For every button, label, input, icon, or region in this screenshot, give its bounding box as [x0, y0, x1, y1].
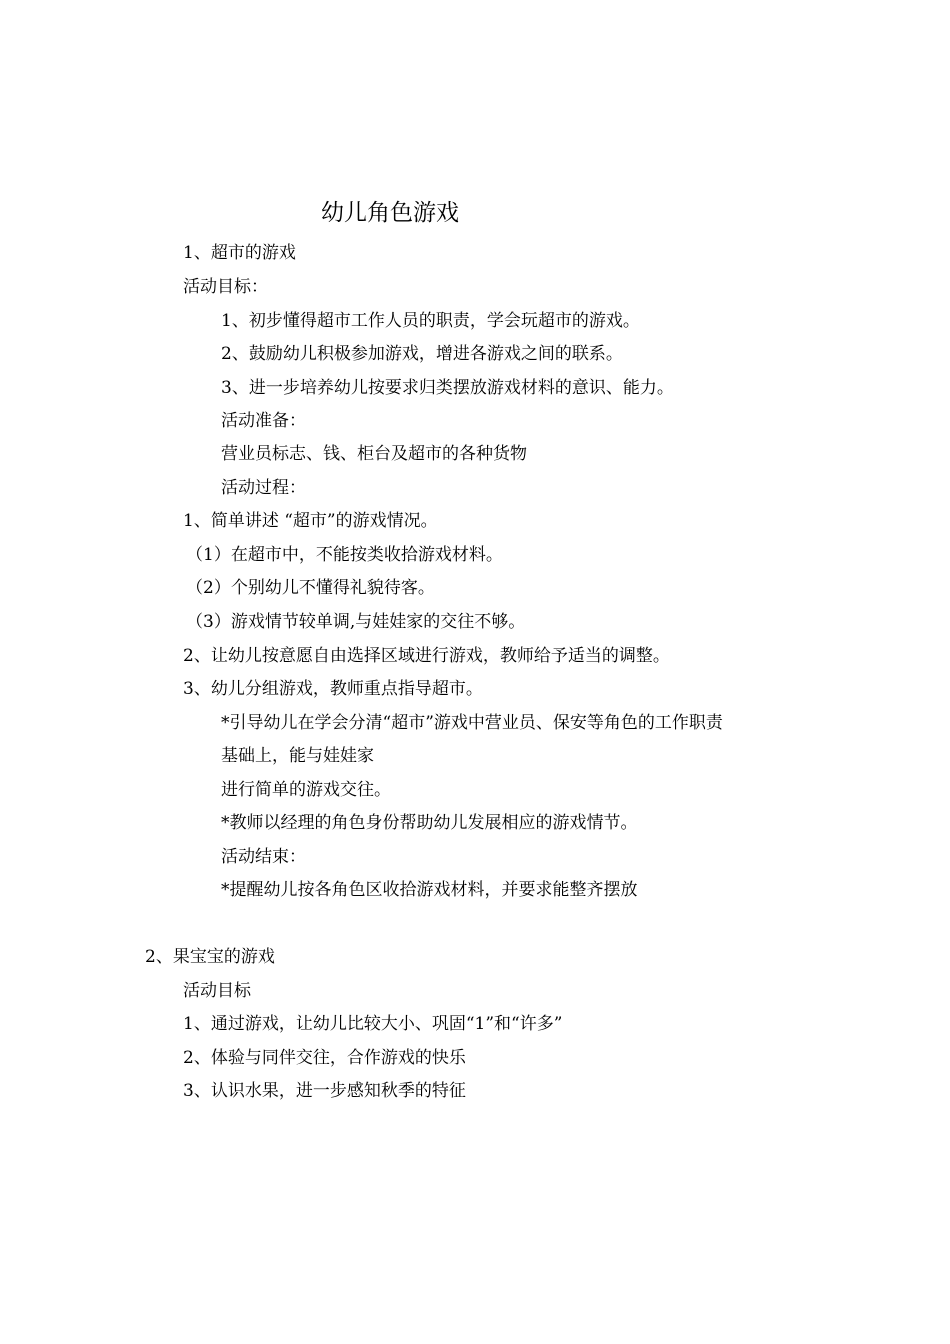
section2-goal-item: 2、体验与同伴交往，合作游戏的快乐	[183, 1048, 466, 1068]
section2-heading: 2、果宝宝的游戏	[145, 947, 275, 967]
process-step-1: 1、简单讲述 “超市”的游戏情况。	[183, 511, 438, 531]
section1-process-label: 活动过程：	[221, 478, 306, 498]
document-title: 幼儿角色游戏	[321, 200, 459, 226]
section1-end-label: 活动结束：	[221, 847, 306, 867]
process-step-1-item: （3）游戏情节较单调,与娃娃家的交往不够。	[186, 612, 526, 632]
guide-line: *引导幼儿在学会分清“超市”游戏中营业员、保安等角色的工作职责	[221, 713, 723, 733]
section1-goal-item: 1、初步懂得超市工作人员的职责，学会玩超市的游戏。	[221, 311, 640, 331]
section1-prep-label: 活动准备：	[221, 411, 306, 431]
section2-goal-label: 活动目标	[183, 981, 251, 1001]
section1-goal-item: 3、进一步培养幼儿按要求归类摆放游戏材料的意识、能力。	[221, 378, 674, 398]
section2-goal-item: 1、通过游戏，让幼儿比较大小、巩固“1”和“许多”	[183, 1014, 563, 1034]
guide-line: 基础上，能与娃娃家	[221, 746, 374, 766]
process-step-2: 2、让幼儿按意愿自由选择区域进行游戏，教师给予适当的调整。	[183, 646, 670, 666]
section2-goal-item: 3、认识水果，进一步感知秋季的特征	[183, 1081, 466, 1101]
section1-prep-text: 营业员标志、钱、柜台及超市的各种货物	[221, 444, 527, 464]
section1-goal-item: 2、鼓励幼儿积极参加游戏，增进各游戏之间的联系。	[221, 344, 623, 364]
guide-line: 进行简单的游戏交往。	[221, 780, 391, 800]
process-step-1-item: （1）在超市中，不能按类收拾游戏材料。	[186, 545, 503, 565]
section1-end-text: *提醒幼儿按各角色区收拾游戏材料，并要求能整齐摆放	[221, 880, 638, 900]
process-step-1-item: （2）个别幼儿不懂得礼貌待客。	[186, 578, 435, 598]
process-step-3: 3、幼儿分组游戏，教师重点指导超市。	[183, 679, 483, 699]
section1-heading: 1、超市的游戏	[183, 243, 296, 263]
section1-goal-label: 活动目标：	[183, 277, 268, 297]
guide-line: *教师以经理的角色身份帮助幼儿发展相应的游戏情节。	[221, 813, 638, 833]
